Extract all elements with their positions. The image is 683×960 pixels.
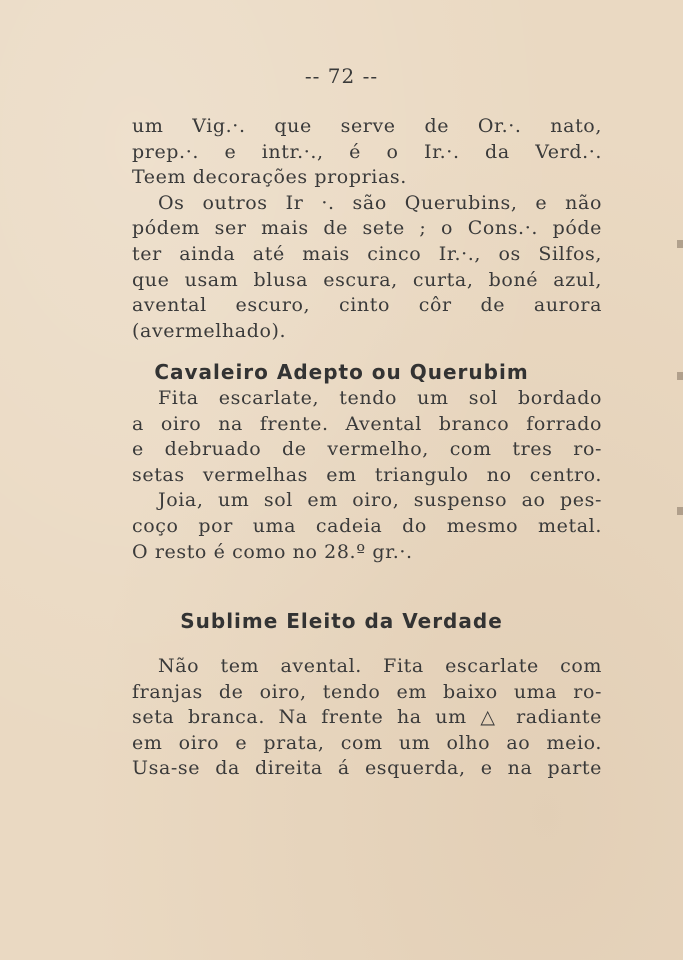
text-line: que usam blusa escura, curta, boné azul, bbox=[132, 268, 602, 291]
edge-mark bbox=[677, 507, 683, 515]
text-line: setas vermelhas em triangulo no centro. bbox=[132, 463, 602, 486]
text-line: um Vig.·. que serve de Or.·. nato, bbox=[132, 115, 602, 137]
text-line: Fita escarlate, tendo um sol bordado bbox=[158, 387, 602, 409]
text-line: avental escuro, cinto côr de aurora bbox=[132, 294, 602, 317]
section-heading: Sublime Eleito da Verdade bbox=[180, 609, 503, 633]
edge-mark bbox=[677, 372, 683, 380]
section-heading: Cavaleiro Adepto ou Querubim bbox=[154, 360, 529, 384]
text-line: Os outros Ir ·. são Querubins, e não bbox=[158, 191, 602, 214]
edge-mark bbox=[677, 240, 683, 248]
text-line: Não tem avental. Fita escarlate com bbox=[158, 655, 602, 677]
paragraph-silfos bbox=[132, 114, 602, 344]
text-line: e debruado de vermelho, com tres ro- bbox=[132, 438, 602, 461]
paragraph-sublime-eleito bbox=[132, 654, 602, 782]
text-line: O resto é como no 28.º gr.·. bbox=[132, 540, 413, 563]
text-line: seta branca. Na frente ha um △ radiante bbox=[132, 706, 602, 729]
text-line: Teem decorações proprias. bbox=[132, 166, 407, 189]
text-line: em oiro e prata, com um olho ao meio. bbox=[132, 731, 602, 754]
text-line: franjas de oiro, tendo em baixo uma ro- bbox=[132, 680, 602, 703]
text-line: ter ainda até mais cinco Ir.·., os Silfos, bbox=[132, 242, 602, 265]
text-line: (avermelhado). bbox=[132, 319, 287, 342]
page-number: -- 72 -- bbox=[304, 64, 379, 88]
text-line: prep.·. e intr.·., é o Ir.·. da Verd.·. bbox=[132, 140, 602, 163]
text-line: pódem ser mais de sete ; o Cons.·. póde bbox=[132, 217, 602, 240]
text-line: coço por uma cadeia do mesmo metal. bbox=[132, 514, 602, 537]
text-line: a oiro na frente. Avental branco forrado bbox=[132, 412, 602, 435]
text-line: Joia, um sol em oiro, suspenso ao pes- bbox=[158, 489, 602, 512]
text-line: Usa-se da direita á esquerda, e na parte bbox=[132, 757, 602, 780]
paragraph-cavaleiro-adepto bbox=[132, 386, 602, 565]
